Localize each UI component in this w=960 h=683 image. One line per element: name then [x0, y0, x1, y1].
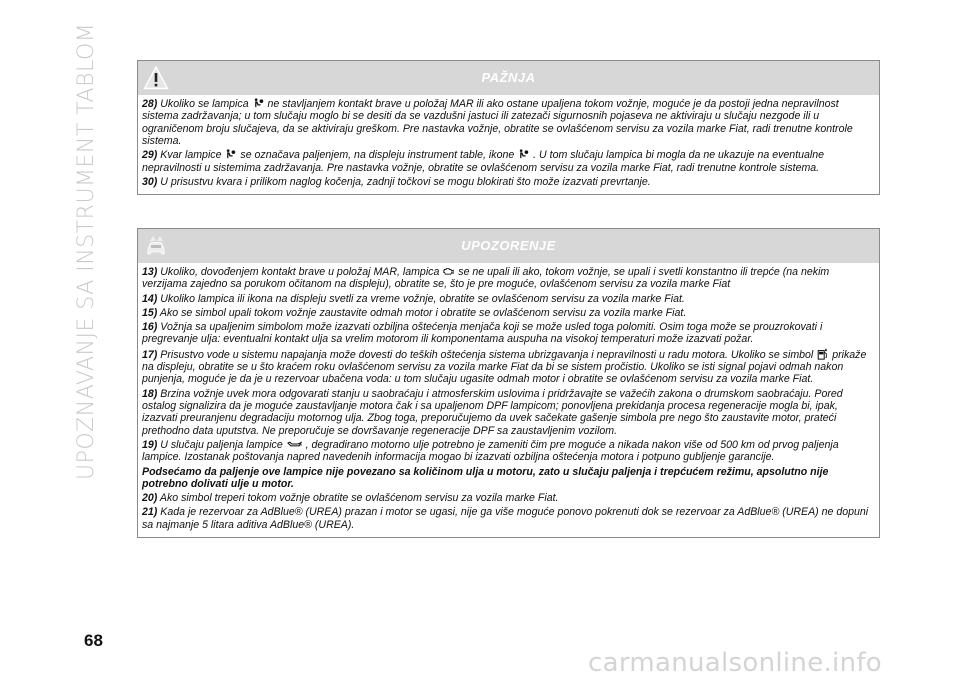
airbag-icon	[518, 149, 529, 159]
warning-item-30: 30) U prisustvu kvara i prilikom naglog kočenja, zadnji točkovi se mogu blokirati što može izazvati prevrtanje.	[142, 176, 651, 189]
caution-item-20: 20) Ako simbol treperi tokom vožnje obratite se ovlašćenom servisu za vozila marke Fiat.	[142, 492, 559, 505]
oil-can-icon	[287, 439, 302, 449]
warning-item-28: 28) Ukoliko se lampica ne stavljanjem kontakt brave u položaj MAR ili ako ostane upaljena tokom vožnje, moguće je da postoji jedna nepravilnost sistema zadržavanja; u tom slučaju moglo bi se desiti da se vazdušni jastuci ili zatezači sigurnosnih pojaseva ne aktiviraju u slučaju nezgode ili u ograničenom broju slučajeva, da se aktiviraju greškom. Pre nastavka vožnje, obratite se ovlašćenom servisu za vozila marke Fiat, radi trenutne kontrole sistema.	[142, 98, 853, 148]
caution-item-21: 21) Kada je rezervoar za AdBlue® (UREA) prazan i motor se ugasi, nije ga više moguće ponovo pokrenuti dok se rezervoar za AdBlue® (UREA) ne dopuni sa najmanje 5 litara aditiva AdBlue® (UREA).	[142, 506, 869, 531]
warning-box-title: PAŽNJA	[481, 70, 536, 85]
watermark: carmanualsonline.info	[588, 648, 883, 678]
warning-box-body	[138, 95, 879, 194]
caution-oil-note: Podsećamo da paljenje ove lampice nije povezano sa količinom ulja u motoru, zato u slučaju paljenja i trepćućem režimu, apsolutno nije potrebno dolivati ulje u motor.	[142, 465, 829, 491]
warning-item-29: 29) Kvar lampice se označava paljenjem, na displeju instrument table, ikone . U tom slučaju lampica bi mogla da ne ukazuje na eventualne nepravilnosti u sistemima zadržavanja. Pre nastavka vožnje, obratite se ovlašćenom servisu za vozila marke Fiat, radi trenutne kontrole sistema.	[142, 149, 825, 174]
caution-item-16: 16) Vožnja sa upaljenim simbolom može izazvati ozbiljna oštećenja menjača koji se može usled toga polomiti. Osim toga može se prouzrokovati i pregrevanje ulja: eventualni kontakt ulja sa vrelim motorom ili komponentama auspuha na visokoj temperaturi može izazvati požar.	[142, 321, 823, 346]
page-number: 68	[84, 631, 103, 650]
caution-item-18: 18) Brzina vožnje uvek mora odgovarati stanju u saobraćaju i atmosferskim uslovima i pridržavajte se važećih zakona o drumskom saobraćaju. Pored ostalog signalizira da je moguće zaustavljanje motora čak i sa upaljenom DPF lampicom; ponovljena prekidanja procesa regeneracije mogla bi, ipak, izazvati preuranjenu degradaciju motornog ulja. Zbog toga, preporučujemo da uvek sačekate gašenje simbola pre nego što zaustavite motor, prateći prethodno data uputstva. Ne preporučuje se dovršavanje regeneracije DPF sa zaustavljenim vozilom.	[142, 387, 843, 437]
side-section-title-text: UPOZNAVANJE SA INSTRUMENT TABLOM	[74, 22, 99, 480]
airbag-icon	[253, 98, 264, 108]
caution-item-13: 13) Ukoliko, dovođenjem kontakt brave u položaj MAR, lampica se ne upali ili ako, tokom vožnje, se upali i svetli konstantno ili trepće (na nekim verzijama zajedno sa porukom očitanom na displeju), obratite se, što je pre moguće, ovlašćenom servisu za vozila marke Fiat	[142, 266, 830, 291]
caution-item-15: 15) Ako se simbol upali tokom vožnje zaustavite odmah motor i obratite se ovlašćenom servisu za vozila marke Fiat.	[142, 306, 687, 319]
caution-item-19: 19) U slučaju paljenja lampice , degradirano motorno ulje potrebno je zameniti čim pre moguće a nikada nakon više od 500 km od prvog paljenja lampice. Izostanak poštovanja napred navedenih informacija mogao bi izazvati ozbiljna oštećenja motora i potpuno gubljenje garancije.	[142, 439, 839, 464]
caution-item-17: 17) Prisustvo vode u sistemu napajanja može dovesti do teških oštećenja sistema ubrizgavanja i nepravilnosti u radu motora. Ukoliko se simbol prikaže na displeju, obratite se u što kraćem roku ovlašćenom servisu za vozila marke Fiat da bi se sistem pročistio. Ukoliko se isti signal pojavi odmah nakon punjenja, moguće je da je u rezervoar ubačena voda: u tom slučaju ugasite odmah motor i obratite se ovlašćenom servisu za vozila marke Fiat.	[142, 348, 867, 386]
warning-box	[137, 60, 880, 195]
caution-box	[137, 228, 880, 538]
warning-box-header	[138, 61, 879, 95]
engine-icon	[443, 266, 454, 276]
caution-box-title: UPOZORENJE	[461, 238, 556, 253]
caution-box-body	[138, 263, 879, 537]
caution-item-14: 14) Ukoliko lampica ili ikona na displeju svetli za vreme vožnje, obratite se ovlašćenom servisu za vozila marke Fiat.	[142, 292, 685, 305]
side-section-title	[74, 22, 114, 480]
caution-box-header	[138, 229, 879, 263]
water-in-fuel-icon	[817, 348, 828, 360]
airbag-icon	[225, 149, 236, 159]
